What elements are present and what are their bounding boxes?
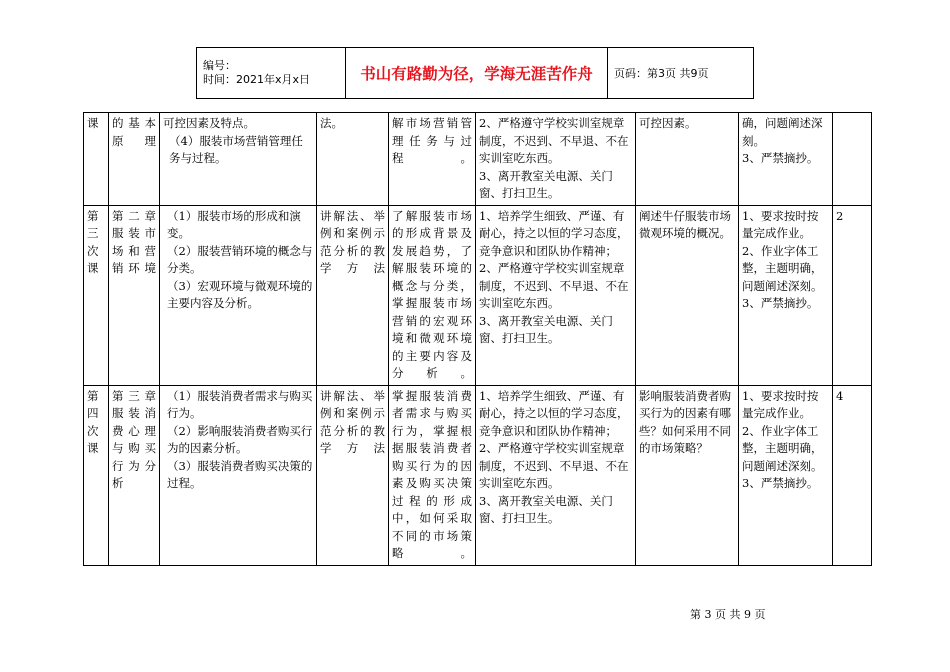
header-meta xyxy=(197,48,346,99)
hours-cell: 4 xyxy=(833,385,872,565)
chapter-cell: 第二章服装市场和营销环境 xyxy=(109,205,160,385)
goal-cell: 掌握服装消费者需求与购买行为，掌握根据服装消费者购买行为的因素及购买决策过程的形成中，如何采取不同的市场策略。 xyxy=(389,385,476,565)
moral-item: 3、离开教室关电源、关门窗、打扫卫生。 xyxy=(479,493,613,525)
goal-cell: 解市场营销管理任务与过程。 xyxy=(389,113,476,206)
time-label: 时间：2021年x月x日 xyxy=(203,73,311,86)
content-item: （1）服装消费者需求与购买行为。 xyxy=(167,388,313,420)
hours-cell: 2 xyxy=(833,205,872,385)
content-cell xyxy=(160,205,317,385)
method-cell: 讲解法、举例和案例示范分析的教学方法 xyxy=(317,205,389,385)
page-footer: 第 3 页 共 9 页 xyxy=(690,608,766,621)
table-row xyxy=(84,385,872,565)
requirement-item: 1、要求按时按量完成作业。 xyxy=(742,388,819,420)
moral-cell xyxy=(476,205,636,385)
requirement-item: 3、严禁摘抄。 xyxy=(742,151,819,165)
requirement-cell xyxy=(739,205,833,385)
session-cell: 第三次课 xyxy=(84,205,109,385)
number-label: 编号： xyxy=(203,59,236,72)
moral-cell xyxy=(476,385,636,565)
session-cell: 课 xyxy=(84,113,109,206)
content-item: （3）宏观环境与微观环境的主要内容及分析。 xyxy=(167,278,313,310)
moral-item: 2、严格遵守学校实训室规章制度，不迟到、不早退、不在实训室吃东西。 xyxy=(479,261,629,310)
session-cell: 第四次课 xyxy=(84,385,109,565)
content-cell xyxy=(160,113,317,206)
syllabus-table xyxy=(83,112,872,566)
hours-cell xyxy=(833,113,872,206)
requirement-item: 1、要求按时按量完成作业。 xyxy=(742,208,819,240)
moral-item: 1、培养学生细致、严谨、有耐心，持之以恒的学习态度，竞争意识和团队协作精神； xyxy=(479,388,629,438)
requirement-item: 2、作业字体工整，主题明确，问题阐述深刻。 xyxy=(742,243,823,293)
requirement-cell xyxy=(739,385,833,565)
moral-item: 3、离开教室关电源、关门窗、打扫卫生。 xyxy=(479,168,613,200)
requirement-item: 3、严禁摘抄。 xyxy=(742,296,819,310)
content-item: （2）服装营销环境的概念与分类。 xyxy=(167,243,313,275)
table-row xyxy=(84,205,872,385)
requirement-item: 2、作业字体工整，主题明确，问题阐述深刻。 xyxy=(742,423,823,473)
page-header xyxy=(196,47,754,99)
moral-item: 1、培养学生细致、严谨、有耐心，持之以恒的学习态度，竞争意识和团队协作精神； xyxy=(479,208,629,258)
question-cell: 影响服装消费者购买行为的因素有哪些？如何采用不同的市场策略？ xyxy=(636,385,739,565)
content-cell xyxy=(160,385,317,565)
content-item: （2）影响服装消费者购买行为的因素分析。 xyxy=(167,423,313,455)
moral-item: 3、离开教室关电源、关门窗、打扫卫生。 xyxy=(479,313,613,345)
moral-cell xyxy=(476,113,636,206)
requirement-item: 确，问题阐述深刻。 xyxy=(742,116,823,148)
motto: 书山有路勤为径，学海无涯苦作舟 xyxy=(346,48,608,99)
question-cell: 可控因素。 xyxy=(636,113,739,206)
goal-cell: 了解服装市场的形成背景及发展趋势，了解服装环境的概念与分类，掌握服装市场营销的宏观环境和微观环境的主要内容及分析。 xyxy=(389,205,476,385)
method-cell: 法。 xyxy=(317,113,389,206)
page-label: 页码：第3页 共9页 xyxy=(608,48,754,99)
chapter-cell: 第三章服装消费心理与购买行为分析 xyxy=(109,385,160,565)
moral-item: 2、严格遵守学校实训室规章制度，不迟到、不早退、不在实训室吃东西。 xyxy=(479,441,629,490)
content-item: （3）服装消费者购买决策的过程。 xyxy=(167,458,313,490)
requirement-cell xyxy=(739,113,833,206)
table-row xyxy=(84,113,872,206)
moral-item: 2、严格遵守学校实训室规章制度，不迟到、不早退、不在实训室吃东西。 xyxy=(479,116,629,165)
chapter-cell: 的基本原理 xyxy=(109,113,160,206)
requirement-item: 3、严禁摘抄。 xyxy=(742,476,819,490)
question-cell: 阐述牛仔服装市场微观环境的概况。 xyxy=(636,205,739,385)
content-item: （1）服装市场的形成和演变。 xyxy=(167,208,301,240)
content-item: 可控因素及特点。 xyxy=(163,116,255,130)
method-cell: 讲解法、举例和案例示范分析的教学方法 xyxy=(317,385,389,565)
content-item: （4）服装市场营销管理任务与过程。 xyxy=(169,133,303,165)
